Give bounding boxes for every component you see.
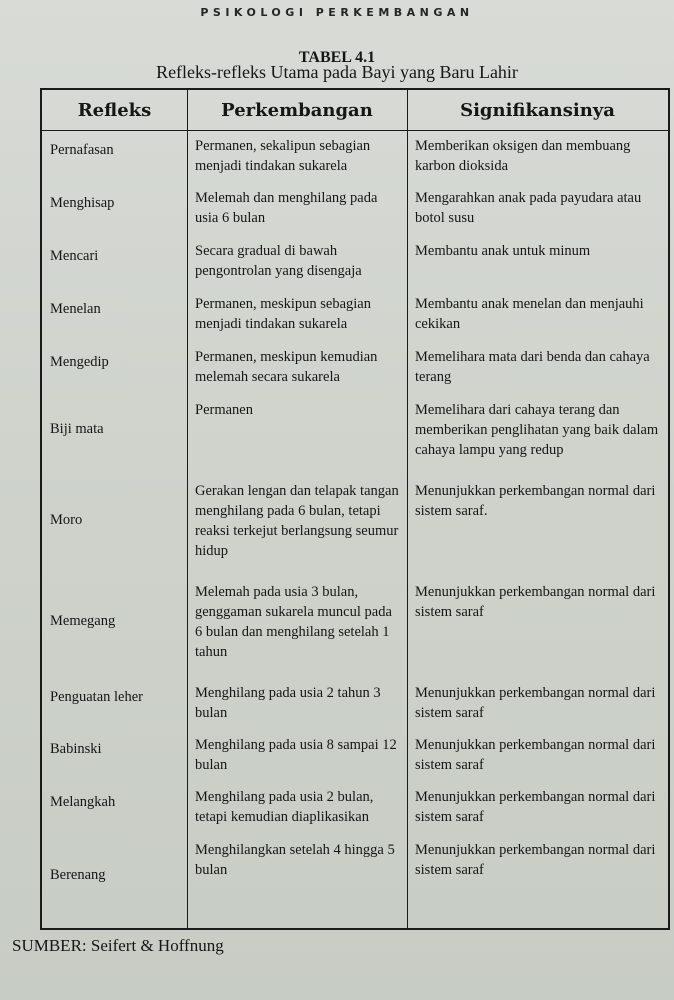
reflex-significance: Menunjukkan perkembangan normal dari sistem saraf xyxy=(415,842,656,878)
reflex-significance: Membantu anak untuk minum xyxy=(415,243,591,259)
table-caption: Refleks-refleks Utama pada Bayi yang Baru Lahir xyxy=(156,62,518,82)
reflex-development: Menghilang pada usia 2 bulan, tetapi kemudian diaplikasikan xyxy=(195,789,374,825)
header-divider xyxy=(42,130,668,131)
reflex-significance: Menunjukkan perkembangan normal dari sistem saraf xyxy=(415,584,656,620)
reflex-development: Permanen, meskipun kemudian melemah secara sukarela xyxy=(195,349,378,385)
reflex-development: Melemah pada usia 3 bulan, genggaman sukarela muncul pada 6 bulan dan menghilang setelah 1 tahun xyxy=(195,584,392,660)
reflex-name: Biji mata xyxy=(50,420,104,437)
reflex-significance: Memelihara mata dari benda dan cahaya terang xyxy=(415,349,650,385)
reflex-development: Menghilangkan setelah 4 hingga 5 bulan xyxy=(195,842,395,878)
reflex-development: Menghilang pada usia 2 tahun 3 bulan xyxy=(195,685,381,721)
column-divider xyxy=(407,90,408,928)
reflex-name: Menghisap xyxy=(50,194,115,211)
source-note: SUMBER: Seifert & Hoffnung xyxy=(12,936,224,955)
column-divider xyxy=(187,90,188,928)
reflex-significance: Mengarahkan anak pada payudara atau botol susu xyxy=(415,190,642,226)
reflex-name: Babinski xyxy=(50,741,102,757)
reflex-significance: Menunjukkan perkembangan normal dari sistem saraf xyxy=(415,789,656,825)
running-head: PSIKOLOGI PERKEMBANGAN xyxy=(200,6,474,19)
header-refleks: Refleks xyxy=(77,99,152,121)
reflex-name: Mencari xyxy=(50,247,99,264)
reflex-name: Pernafasan xyxy=(50,142,114,158)
reflex-name: Penguatan leher xyxy=(50,689,144,705)
header-signifikansi: Signifikansinya xyxy=(460,99,615,121)
reflex-name: Menelan xyxy=(50,300,101,317)
reflex-significance: Memelihara dari cahaya terang dan memberikan penglihatan yang baik dalam cahaya lampu yang redup xyxy=(415,402,659,458)
reflex-development: Permanen, sekalipun sebagian menjadi tindakan sukarela xyxy=(195,138,371,174)
reflex-significance: Memberikan oksigen dan membuang karbon dioksida xyxy=(415,138,631,174)
reflex-name: Memegang xyxy=(50,612,116,629)
table-number: TABEL 4.1 xyxy=(298,49,376,66)
reflex-significance: Menunjukkan perkembangan normal dari sistem saraf. xyxy=(415,483,656,519)
reflex-significance: Menunjukkan perkembangan normal dari sistem saraf xyxy=(415,737,656,773)
reflex-development: Melemah dan menghilang pada usia 6 bulan xyxy=(195,190,378,226)
reflex-table xyxy=(40,88,670,930)
reflex-development: Menghilang pada usia 8 sampai 12 bulan xyxy=(195,737,397,773)
reflex-name: Berenang xyxy=(50,867,106,883)
reflex-significance: Membantu anak menelan dan menjauhi cekikan xyxy=(415,296,644,332)
header-perkembangan: Perkembangan xyxy=(221,99,373,121)
reflex-name: Mengedip xyxy=(50,353,109,370)
reflex-name: Melangkah xyxy=(50,793,116,810)
reflex-development: Gerakan lengan dan telapak tangan menghilang pada 6 bulan, tetapi reaksi terkejut berlangsung seumur hidup xyxy=(195,483,399,559)
reflex-name: Moro xyxy=(50,511,83,528)
reflex-development: Secara gradual di bawah pengontrolan yang disengaja xyxy=(195,243,362,279)
reflex-significance: Menunjukkan perkembangan normal dari sistem saraf xyxy=(415,685,656,721)
reflex-development: Permanen xyxy=(195,402,253,418)
reflex-development: Permanen, meskipun sebagian menjadi tindakan sukarela xyxy=(195,296,371,332)
